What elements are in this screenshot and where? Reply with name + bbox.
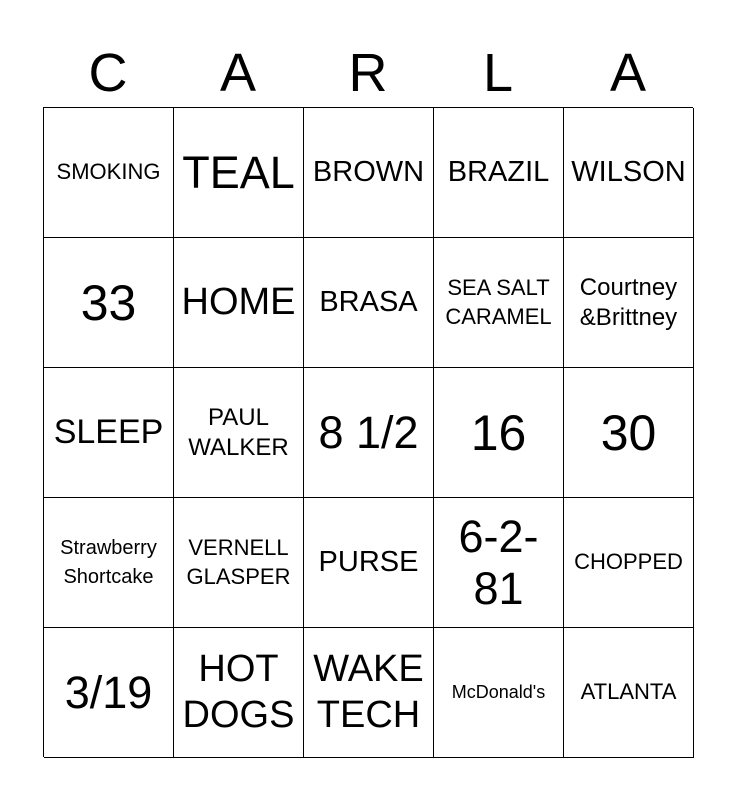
bingo-cell-r3-c3[interactable]: 6-2- 81 xyxy=(434,498,564,628)
bingo-cell-r1-c0[interactable]: 33 xyxy=(44,238,174,368)
bingo-cell-r1-c2[interactable]: BRASA xyxy=(304,238,434,368)
bingo-cell-r0-c4[interactable]: WILSON xyxy=(564,108,694,238)
bingo-cell-r4-c3[interactable]: McDonald's xyxy=(434,628,564,758)
bingo-cell-r3-c4[interactable]: CHOPPED xyxy=(564,498,694,628)
bingo-cell-r2-c1[interactable]: PAUL WALKER xyxy=(174,368,304,498)
header-letter-a2: A xyxy=(609,43,647,103)
bingo-cell-r0-c3[interactable]: BRAZIL xyxy=(434,108,564,238)
header-letter-c: C xyxy=(88,43,128,103)
bingo-cell-r0-c0[interactable]: SMOKING xyxy=(44,108,174,238)
bingo-cell-r3-c2[interactable]: PURSE xyxy=(304,498,434,628)
bingo-cell-r4-c0[interactable]: 3/19 xyxy=(44,628,174,758)
bingo-cell-r0-c2[interactable]: BROWN xyxy=(304,108,434,238)
bingo-cell-r1-c3[interactable]: SEA SALT CARAMEL xyxy=(434,238,564,368)
bingo-cell-r3-c1[interactable]: VERNELL GLASPER xyxy=(174,498,304,628)
bingo-cell-r4-c2[interactable]: WAKE TECH xyxy=(304,628,434,758)
bingo-cell-r1-c1[interactable]: HOME xyxy=(174,238,304,368)
header-letter-l: L xyxy=(482,43,514,103)
bingo-cell-r4-c1[interactable]: HOT DOGS xyxy=(174,628,304,758)
bingo-cell-r4-c4[interactable]: ATLANTA xyxy=(564,628,694,758)
header-letter-r: R xyxy=(348,43,388,103)
bingo-cell-r0-c1[interactable]: TEAL xyxy=(174,108,304,238)
bingo-cell-r2-c2[interactable]: 8 1/2 xyxy=(304,368,434,498)
bingo-grid xyxy=(43,107,693,757)
header-letter-a: A xyxy=(219,43,257,103)
bingo-header xyxy=(43,40,693,106)
bingo-cell-r1-c4[interactable]: Courtney &Brittney xyxy=(564,238,694,368)
bingo-cell-r2-c3[interactable]: 16 xyxy=(434,368,564,498)
bingo-cell-r3-c0[interactable]: Strawberry Shortcake xyxy=(44,498,174,628)
bingo-cell-r2-c4[interactable]: 30 xyxy=(564,368,694,498)
bingo-cell-r2-c0[interactable]: SLEEP xyxy=(44,368,174,498)
